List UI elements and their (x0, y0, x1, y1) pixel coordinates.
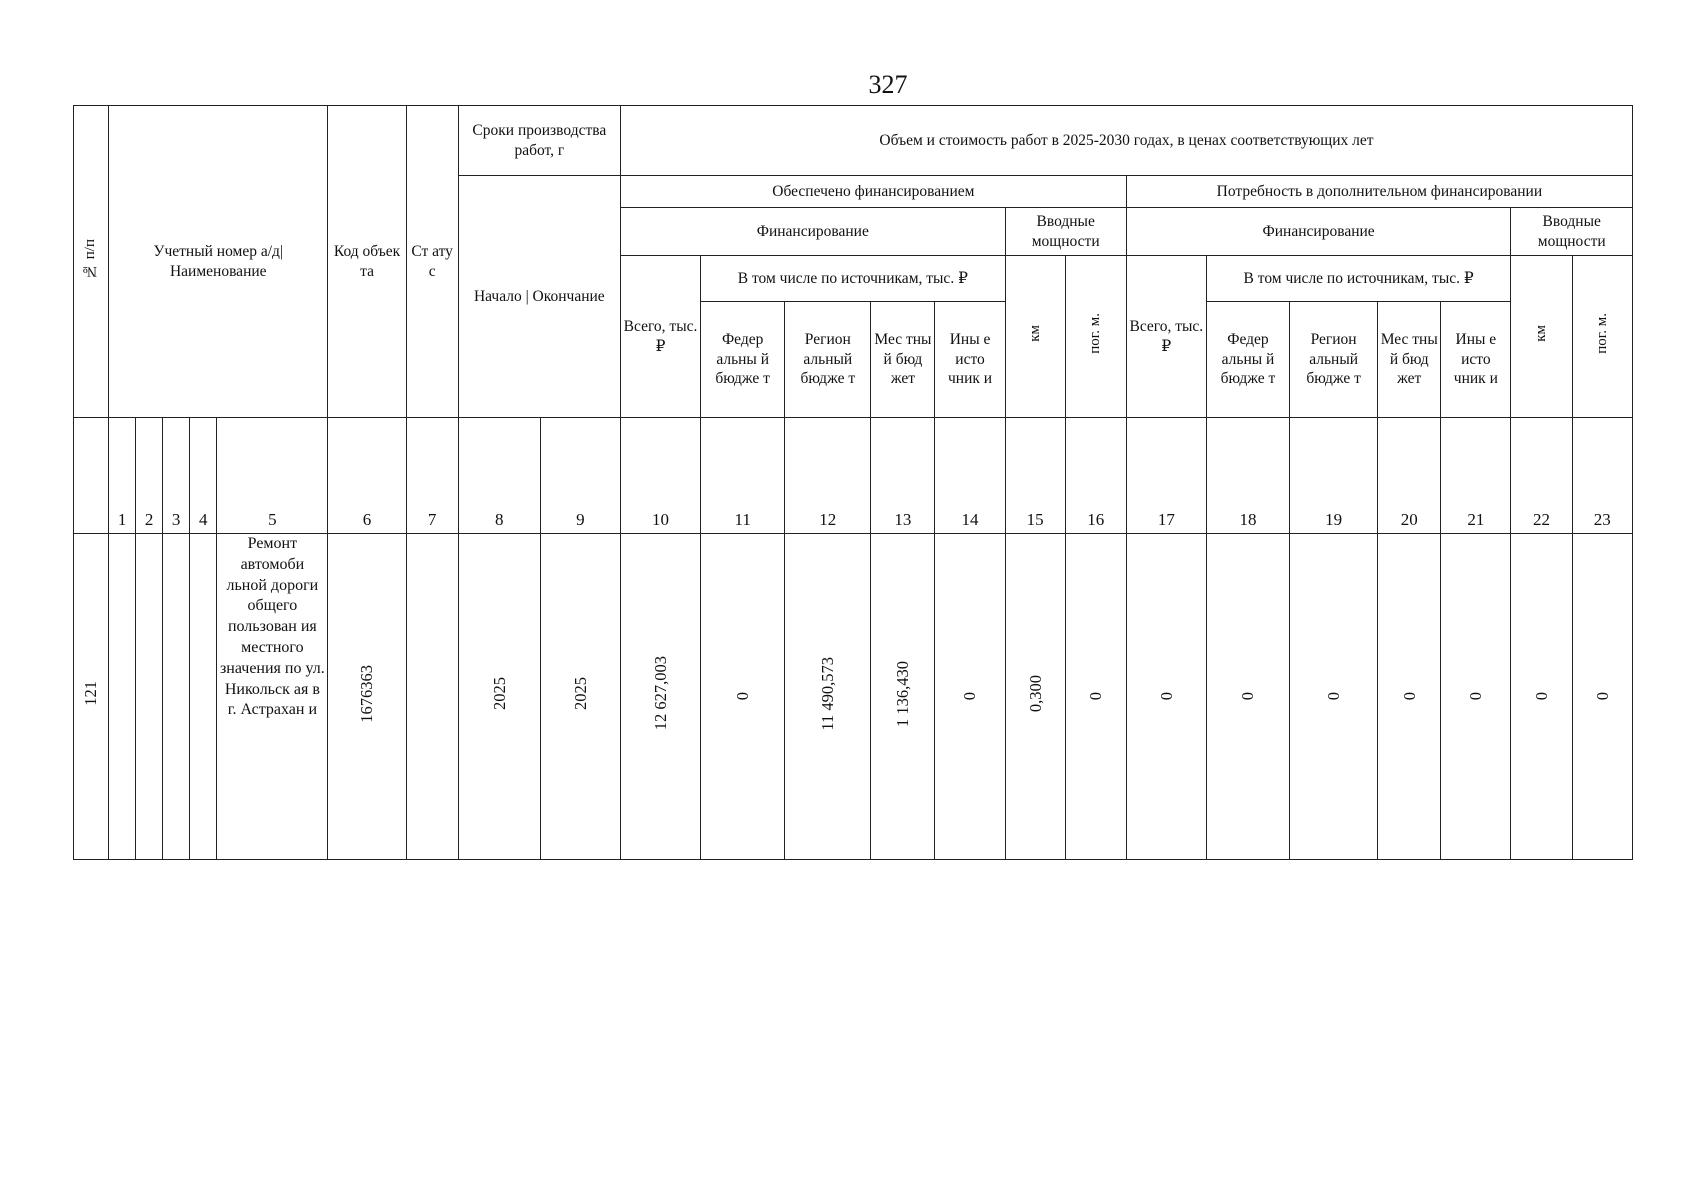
row-need-km: 0 (1511, 534, 1572, 860)
row-other: 0 (935, 534, 1005, 860)
header-pog-m-need: пог. м. (1572, 256, 1633, 418)
row-need-local: 0 (1378, 534, 1441, 860)
index-cell: 9 (540, 418, 620, 534)
header-federal-provided: Федер альны й бюдже т (701, 302, 785, 418)
index-cell: 16 (1065, 418, 1126, 534)
index-cell: 23 (1572, 418, 1633, 534)
header-sources-need: В том числе по источникам, тыс. ₽ (1206, 256, 1511, 302)
index-cell: 3 (163, 418, 190, 534)
header-start-end: Начало | Окончание (458, 176, 620, 418)
header-need: Потребность в дополнительном финансировании (1126, 176, 1632, 208)
row-km: 0,300 (1005, 534, 1065, 860)
header-object-code: Код объек та (328, 106, 406, 418)
header-km-provided: км (1005, 256, 1065, 418)
header-financing-provided: Финансирование (620, 208, 1005, 256)
header-local-provided: Мес тны й бюд жет (871, 302, 935, 418)
index-cell: 17 (1126, 418, 1206, 534)
table-row (74, 534, 1633, 860)
empty-cell (136, 534, 163, 860)
index-cell: 20 (1378, 418, 1441, 534)
header-period: Сроки производства работ, г (458, 106, 620, 176)
index-cell: 22 (1511, 418, 1572, 534)
header-regional-provided: Регион альный бюдже т (785, 302, 871, 418)
index-cell: 15 (1005, 418, 1065, 534)
header-provided: Обеспечено финансированием (620, 176, 1126, 208)
row-local: 1 136,430 (871, 534, 935, 860)
header-sources-provided: В том числе по источникам, тыс. ₽ (701, 256, 1006, 302)
header-capacity-provided: Вводные мощности (1005, 208, 1126, 256)
index-cell: 4 (190, 418, 217, 534)
index-cell: 18 (1206, 418, 1289, 534)
header-capacity-need: Вводные мощности (1511, 208, 1633, 256)
header-account-name: Учетный номер а/д| Наименование (109, 106, 328, 418)
index-cell: 12 (785, 418, 871, 534)
empty-cell (163, 534, 190, 860)
index-cell: 13 (871, 418, 935, 534)
empty-cell (190, 534, 217, 860)
header-total-need: Всего, тыс. ₽ (1126, 256, 1206, 418)
header-num: № п/п (74, 106, 109, 418)
page-number: 327 (868, 70, 908, 99)
column-index-row (74, 418, 1633, 534)
row-need-pog-m: 0 (1572, 534, 1633, 860)
header-regional-need: Регион альный бюдже т (1290, 302, 1378, 418)
index-cell: 11 (701, 418, 785, 534)
row-name: Ремонт автомоби льной дороги общего пользован ия местного значения по ул. Никольск ая в г. Астрахан и (217, 534, 328, 860)
header-other-provided: Ины е исто чник и (935, 302, 1005, 418)
row-end: 2025 (540, 534, 620, 860)
index-cell: 2 (136, 418, 163, 534)
row-regional: 11 490,573 (785, 534, 871, 860)
row-start: 2025 (458, 534, 540, 860)
row-need-federal: 0 (1206, 534, 1289, 860)
header-local-need: Мес тны й бюд жет (1378, 302, 1441, 418)
row-pog-m: 0 (1065, 534, 1126, 860)
index-cell: 7 (406, 418, 458, 534)
index-cell: 5 (217, 418, 328, 534)
header-volume: Объем и стоимость работ в 2025-2030 годах, в ценах соответствующих лет (620, 106, 1632, 176)
row-need-total: 0 (1126, 534, 1206, 860)
row-federal: 0 (701, 534, 785, 860)
row-total: 12 627,003 (620, 534, 700, 860)
header-total-provided: Всего, тыс. ₽ (620, 256, 700, 418)
index-cell: 14 (935, 418, 1005, 534)
index-cell: 1 (109, 418, 136, 534)
index-cell: 21 (1441, 418, 1511, 534)
index-cell: 6 (328, 418, 406, 534)
header-other-need: Ины е исто чник и (1441, 302, 1511, 418)
row-need-other: 0 (1441, 534, 1511, 860)
row-num: 121 (74, 534, 109, 860)
index-cell: 8 (458, 418, 540, 534)
header-federal-need: Федер альны й бюдже т (1206, 302, 1289, 418)
header-km-need: км (1511, 256, 1572, 418)
header-pog-m-provided: пог. м. (1065, 256, 1126, 418)
row-code: 1676363 (328, 534, 406, 860)
object-list-table (73, 105, 1633, 860)
empty-cell (109, 534, 136, 860)
row-need-regional: 0 (1290, 534, 1378, 860)
header-financing-need: Финансирование (1126, 208, 1511, 256)
row-status (406, 534, 458, 860)
index-cell: 10 (620, 418, 700, 534)
header-status: Ст ату с (406, 106, 458, 418)
index-cell: 19 (1290, 418, 1378, 534)
index-cell-blank (74, 418, 109, 534)
